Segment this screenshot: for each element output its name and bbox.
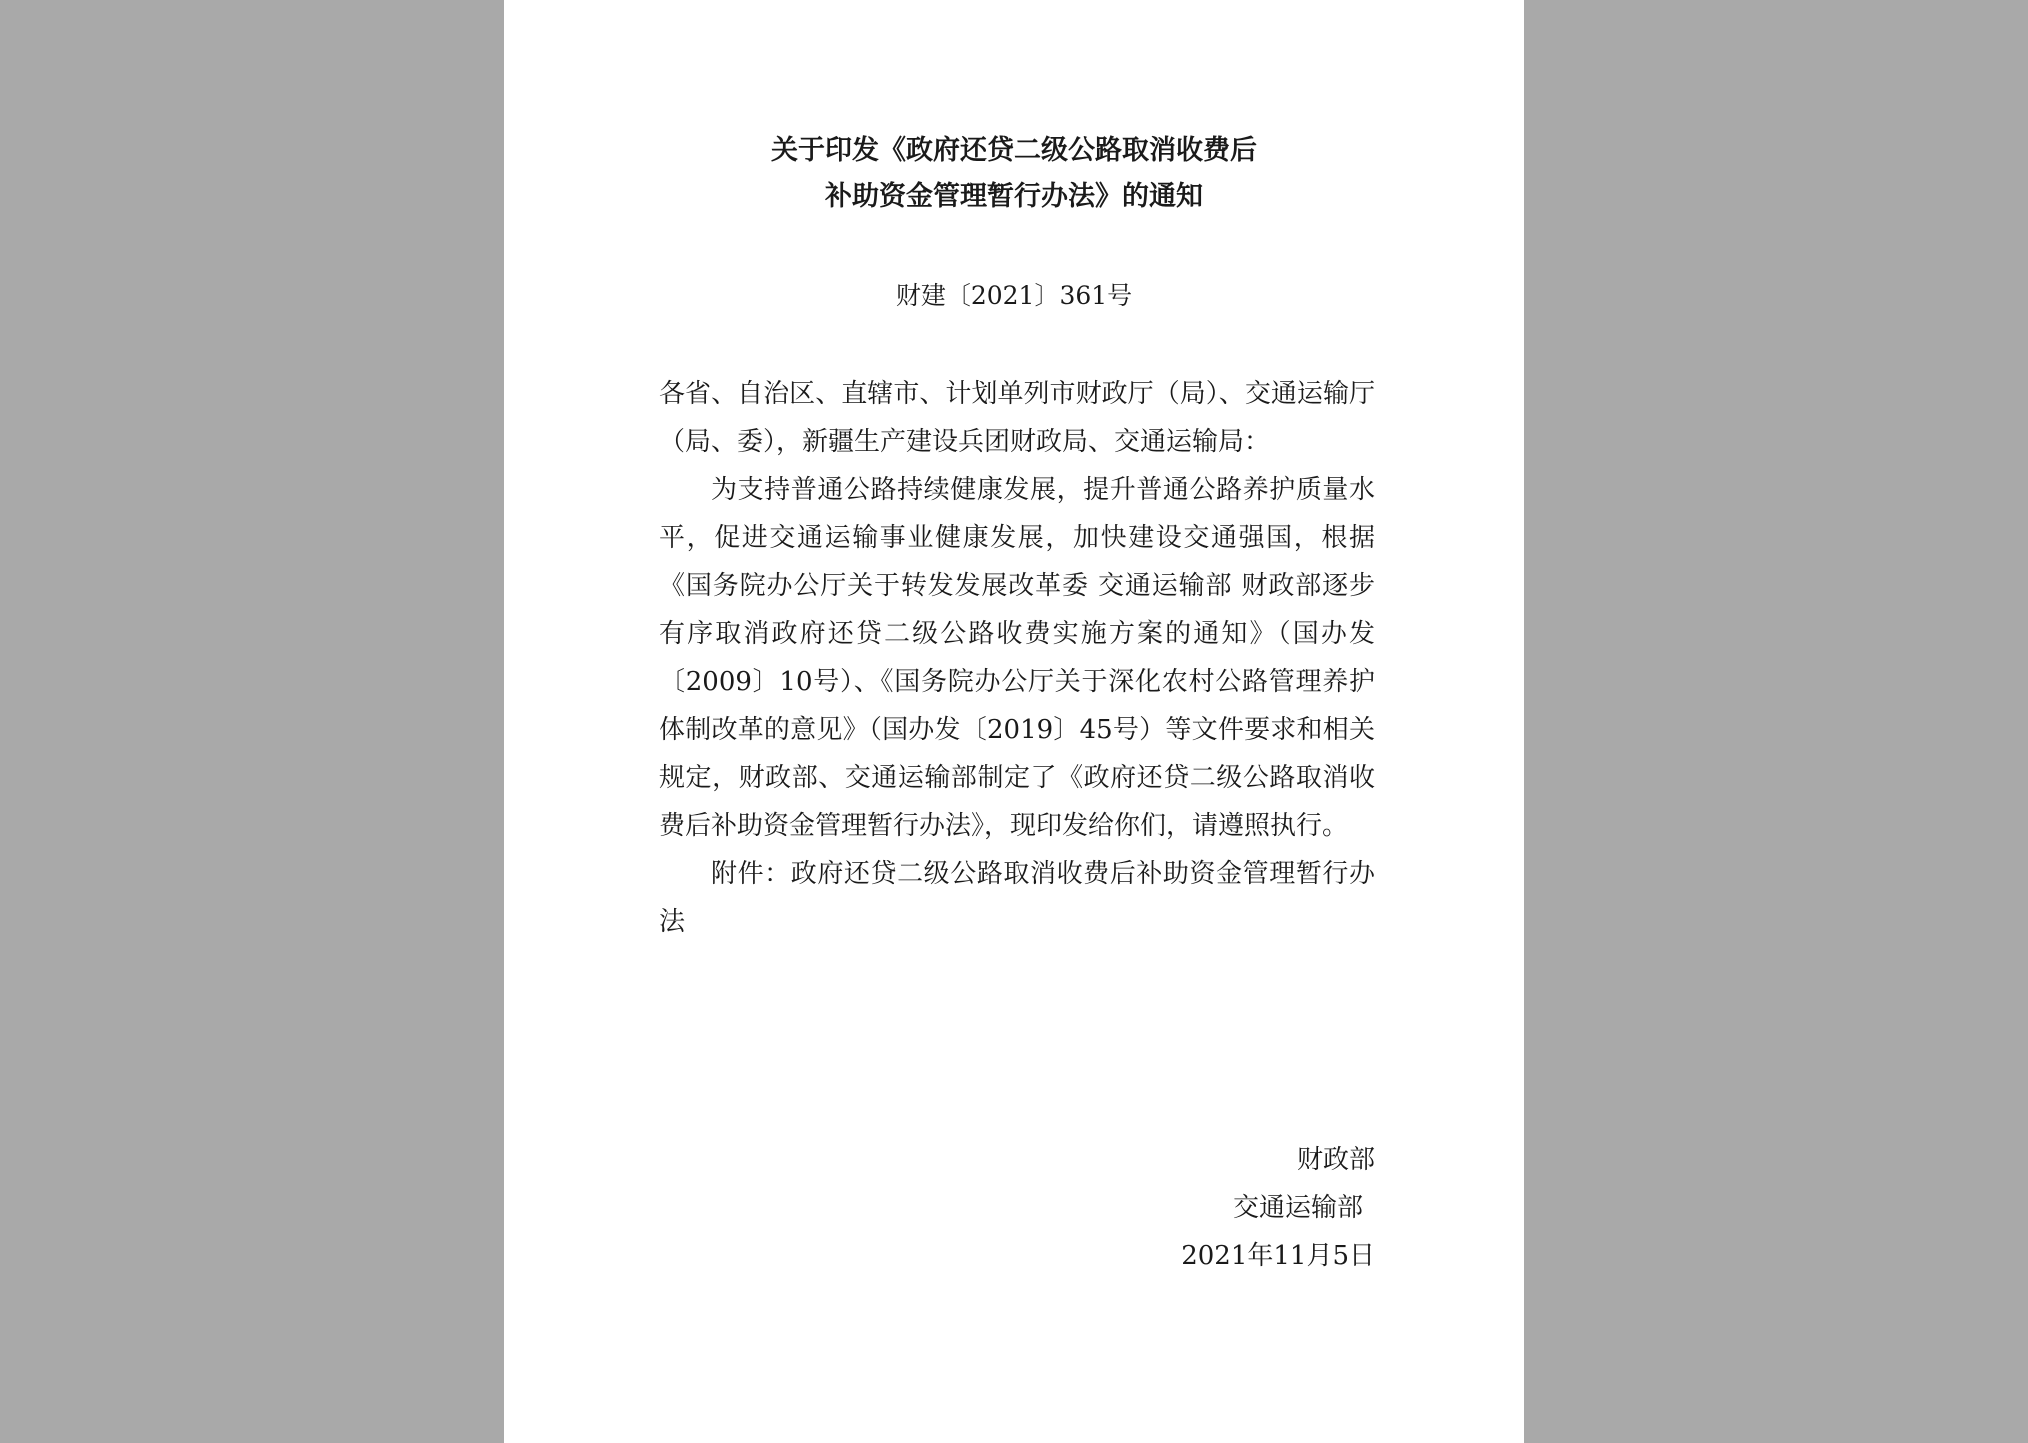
document-page [504, 0, 1524, 1443]
document-title [504, 128, 1524, 220]
signatory-ministry-of-finance: 财政部 [1296, 1145, 1375, 1175]
signature-block [1181, 1136, 1375, 1280]
issue-date: 2021年11月5日 [1181, 1241, 1375, 1271]
attachment-note: 附件：政府还贷二级公路取消收费后补助资金管理暂行办法 [659, 859, 1375, 937]
document-body [659, 370, 1375, 946]
title-line-1: 关于印发《政府还贷二级公路取消收费后 [771, 135, 1257, 166]
addressee: 各省、自治区、直辖市、计划单列市财政厅（局）、交通运输厅（局、委），新疆生产建设兵团财政局、交通运输局： [659, 379, 1375, 457]
body-paragraph: 为支持普通公路持续健康发展，提升普通公路养护质量水平，促进交通运输事业健康发展，加快建设交通强国，根据《国务院办公厅关于转发发展改革委 交通运输部 财政部逐步有序取消政府还贷二级公路收费实施方案的通知》（国办发〔2009〕10号）、《国务院办公厅关于深化农村公路管理养护体制改革的意见》（国办发〔2019〕45号）等文件要求和相关规定，财政部、交通运输部制定了《政府还贷二级公路取消收费后补助资金管理暂行办法》，现印发给你们，请遵照执行。 [659, 475, 1375, 841]
document-number: 财建〔2021〕361号 [895, 281, 1133, 310]
signatory-ministry-of-transport: 交通运输部 [1232, 1193, 1363, 1223]
title-line-2: 补助资金管理暂行办法》的通知 [825, 181, 1203, 212]
